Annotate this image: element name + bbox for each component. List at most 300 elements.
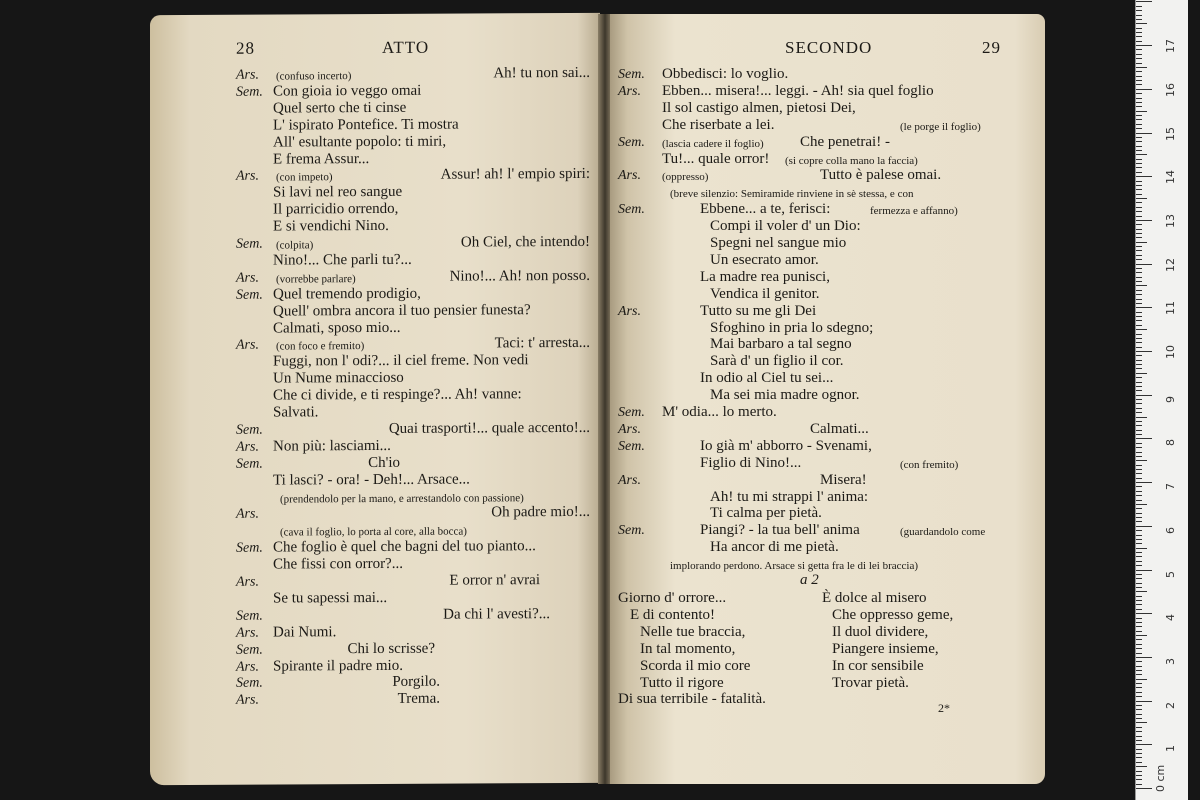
ruler-tick <box>1136 312 1142 313</box>
speaker-label: Ars. <box>236 692 259 709</box>
verse-line: Dai Numi. <box>273 623 337 641</box>
ruler-tick <box>1136 736 1142 737</box>
duet-left-line: Di sua terribile - fatalità. <box>618 691 766 708</box>
ruler-tick <box>1136 653 1142 654</box>
ruler-tick <box>1136 687 1142 688</box>
ruler-tick <box>1136 395 1152 396</box>
ruler-tick <box>1136 434 1142 435</box>
ruler-tick <box>1136 102 1142 103</box>
verse-line: In odio al Ciel tu sei... <box>700 370 834 387</box>
ruler-tick <box>1136 390 1142 391</box>
verse-line: Quel serto che ti cinse <box>273 99 407 117</box>
ruler-tick <box>1136 438 1152 439</box>
page-number-left: 28 <box>236 38 255 58</box>
ruler-tick <box>1136 430 1142 431</box>
ruler-tick <box>1136 604 1142 605</box>
ruler-tick <box>1136 342 1142 343</box>
ruler-tick <box>1136 32 1142 33</box>
speaker-label: Ars. <box>618 83 641 99</box>
ruler-tick <box>1136 364 1142 365</box>
ruler-tick <box>1136 718 1142 719</box>
ruler-tick <box>1136 255 1142 256</box>
ruler-tick <box>1136 259 1142 260</box>
verse-line: Si lavi nel reo sangue <box>273 184 403 201</box>
speaker-label: Sem. <box>618 67 645 82</box>
header-left: ATTO <box>382 37 430 57</box>
ruler-tick <box>1136 54 1142 55</box>
speaker-label: Ars. <box>236 439 259 455</box>
ruler-tick <box>1136 207 1142 208</box>
ruler-tick <box>1136 613 1152 614</box>
verse-line: Ti lasci? - ora! - Deh!... Arsace... <box>273 471 470 489</box>
ruler-tick <box>1136 285 1147 286</box>
ruler-tick <box>1136 373 1147 374</box>
ruler-tick <box>1136 775 1142 776</box>
ruler-tick <box>1136 360 1142 361</box>
ruler-tick <box>1136 749 1142 750</box>
duet-left-line: In tal momento, <box>640 640 736 657</box>
stage-direction: (cava il foglio, lo porta al core, alla bocca) <box>280 525 467 539</box>
verse-line: Che ci divide, e ti respinge?... Ah! vanne: <box>273 386 522 404</box>
stage-direction: (confuso incerto) <box>276 70 352 83</box>
ruler-tick <box>1136 635 1147 636</box>
speaker-label: Sem. <box>236 608 263 624</box>
duet-right-line: Che oppresso geme, <box>832 606 954 623</box>
ruler-tick <box>1136 176 1152 177</box>
ruler-tick <box>1136 622 1142 623</box>
verse-line: Fuggi, non l' odi?... il ciel freme. Non vedi <box>273 352 529 370</box>
ruler-tick <box>1136 740 1142 741</box>
ruler-tick <box>1136 172 1142 173</box>
speaker-label: Ars. <box>236 625 259 641</box>
ruler-tick <box>1136 447 1142 448</box>
verse-line: Che foglio è quel che bagni del tuo pianto... <box>273 538 536 556</box>
ruler-tick <box>1136 473 1142 474</box>
ruler-tick <box>1136 596 1142 597</box>
ruler-tick <box>1136 696 1142 697</box>
ruler-tick <box>1136 299 1142 300</box>
duet-right-line: È dolce al misero <box>822 590 927 606</box>
duet-left-line: Giorno d' orrore... <box>618 590 727 606</box>
verse-line: Ah! tu non sai... <box>493 64 590 82</box>
ruler-zero-label: 0 cm <box>1154 764 1167 792</box>
ruler-tick <box>1136 41 1142 42</box>
ruler-tick <box>1136 154 1147 155</box>
verse-line: Oh Ciel, che intendo! <box>460 233 590 251</box>
duet-left-line: Tutto il rigore <box>640 674 724 691</box>
speaker-label: Ars. <box>618 303 641 319</box>
ruler-number: 6 <box>1164 526 1177 534</box>
ruler-tick <box>1136 141 1142 142</box>
ruler-tick <box>1136 334 1142 335</box>
ruler-tick <box>1136 355 1142 356</box>
speaker-label: Sem. <box>618 438 645 454</box>
ruler-tick <box>1136 478 1142 479</box>
verse-line: Tutto è palese omai. <box>820 167 942 184</box>
ruler-tick <box>1136 753 1142 754</box>
ruler-tick <box>1136 495 1142 496</box>
speaker-label: Sem. <box>236 675 263 692</box>
ruler-tick <box>1136 159 1142 160</box>
ruler-tick <box>1136 19 1142 20</box>
ruler-tick <box>1136 71 1142 72</box>
verse-line: Sfoghino in pria lo sdegno; <box>710 319 874 336</box>
ruler-number: 16 <box>1164 82 1177 97</box>
ruler-tick <box>1136 386 1142 387</box>
ruler-tick <box>1136 692 1142 693</box>
ruler-tick <box>1136 49 1142 50</box>
open-book <box>150 14 1045 784</box>
duet-right-line: Trovar pietà. <box>832 674 909 691</box>
ruler-tick <box>1136 237 1142 238</box>
verse-line: Figlio di Nino!... <box>700 454 802 471</box>
speaker-label: Sem. <box>236 642 263 658</box>
ruler-tick <box>1136 268 1142 269</box>
library-stamp <box>368 718 488 759</box>
ruler-tick <box>1136 609 1142 610</box>
stage-direction: fermezza e affanno) <box>870 205 958 218</box>
ruler-tick <box>1136 784 1142 785</box>
ruler-number: 8 <box>1164 439 1177 447</box>
ruler-tick <box>1136 526 1152 527</box>
ruler-tick <box>1136 316 1142 317</box>
ruler-tick <box>1136 469 1142 470</box>
ruler-number: 10 <box>1164 345 1177 359</box>
ruler-tick <box>1136 202 1142 203</box>
stage-direction: (lascia cadere il foglio) <box>662 137 764 150</box>
speaker-label: Sem. <box>236 236 263 252</box>
ruler-tick <box>1136 722 1147 723</box>
verse-line: Se tu sapessi mai... <box>273 589 388 607</box>
ruler-tick <box>1136 167 1142 168</box>
verse-line: L' ispirato Pontefice. Ti mostra <box>273 116 459 134</box>
verse-line: Sarà d' un figlio il cor. <box>710 353 844 370</box>
ruler-tick <box>1136 683 1142 684</box>
verse-line: Un Nume minaccioso <box>273 370 404 387</box>
speaker-label: Sem. <box>618 405 645 420</box>
ruler-tick <box>1136 731 1142 732</box>
speaker-label: Sem. <box>236 540 263 556</box>
right-page <box>610 14 1045 784</box>
ruler-number: 12 <box>1164 257 1177 272</box>
ruler-tick <box>1136 587 1142 588</box>
ruler-tick <box>1136 452 1142 453</box>
verse-line: Misera! <box>820 471 867 488</box>
ruler-tick <box>1136 281 1142 282</box>
ruler-number: 17 <box>1164 39 1177 54</box>
verse-line: E si vendichi Nino. <box>273 218 389 235</box>
ruler-tick <box>1136 10 1142 11</box>
ruler-number: 7 <box>1164 483 1177 491</box>
ruler-tick <box>1136 513 1142 514</box>
ruler-tick <box>1136 460 1147 461</box>
speaker-label: Ars. <box>236 168 259 185</box>
verse-line: Nino!... Che parli tu?... <box>273 251 412 269</box>
verse-line: Spegni nel sangue mio <box>710 235 847 251</box>
ruler-number: 3 <box>1164 657 1177 665</box>
speaker-label: Sem. <box>236 84 263 100</box>
verse-line: Il sol castigo almen, pietosi Dei, <box>662 99 856 116</box>
verse-line: M' odia... lo merto. <box>662 404 777 420</box>
ruler-tick <box>1136 377 1142 378</box>
ruler-tick <box>1136 679 1147 680</box>
ruler-tick <box>1136 666 1142 667</box>
ruler-tick <box>1136 133 1152 134</box>
ruler-tick <box>1136 80 1142 81</box>
ruler-tick <box>1136 111 1147 112</box>
ruler-tick <box>1136 600 1142 601</box>
ruler-tick <box>1136 84 1142 85</box>
speaker-label: Ars. <box>236 506 259 523</box>
verse-line: Con gioia io veggo omai <box>273 82 422 100</box>
measurement-ruler <box>1135 0 1188 800</box>
ruler-tick <box>1136 290 1142 291</box>
verse-line: Ebben... misera!... leggi. - Ah! sia quel foglio <box>662 82 934 99</box>
verse-line: Tu!... quale orror! <box>662 150 770 167</box>
ruler-tick <box>1136 408 1142 409</box>
ruler-tick <box>1136 242 1147 243</box>
ruler-tick <box>1136 89 1152 90</box>
ruler-tick <box>1136 194 1142 195</box>
ruler-tick <box>1136 382 1142 383</box>
ruler-tick <box>1136 570 1152 571</box>
verse-line: Quell' ombra ancora il tuo pensier funesta? <box>273 301 531 320</box>
stage-direction: implorando perdono. Arsace si getta fra le di lei braccia) <box>670 560 919 573</box>
verse-line: Quai trasporti!... quale accento!... <box>388 419 590 437</box>
ruler-tick <box>1136 403 1142 404</box>
ruler-tick <box>1136 521 1142 522</box>
ruler-tick <box>1136 631 1142 632</box>
ruler-tick <box>1136 368 1142 369</box>
ruler-tick <box>1136 491 1142 492</box>
speaker-label: Ars. <box>236 337 259 354</box>
ruler-tick <box>1136 216 1142 217</box>
ruler-tick <box>1136 657 1152 658</box>
header-right: SECONDO <box>785 38 873 57</box>
ruler-tick <box>1136 185 1142 186</box>
ruler-tick <box>1136 762 1142 763</box>
ruler-tick <box>1136 565 1142 566</box>
ruler-tick <box>1136 106 1142 107</box>
left-page <box>150 13 600 785</box>
ruler-tick <box>1136 98 1142 99</box>
ruler-tick <box>1136 591 1147 592</box>
ruler-tick <box>1136 779 1142 780</box>
verse-line: Assur! ah! l' empio spiri: <box>440 166 590 184</box>
ruler-tick <box>1136 578 1142 579</box>
ruler-tick <box>1136 766 1147 767</box>
ruler-tick <box>1136 28 1142 29</box>
duet-marker: a 2 <box>800 572 819 588</box>
ruler-tick <box>1136 771 1142 772</box>
verse-line: Ma sei mia madre ognor. <box>710 387 860 404</box>
ruler-number: 1 <box>1164 745 1177 753</box>
ruler-tick <box>1136 329 1147 330</box>
verse-line: Calmati, sposo mio... <box>273 319 401 337</box>
stage-direction: (prendendolo per la mano, e arrestandolo con passione) <box>280 491 524 505</box>
ruler-tick <box>1136 456 1142 457</box>
verse-line: Ah! tu mi strappi l' anima: <box>710 488 869 505</box>
speaker-label: Sem. <box>618 134 645 150</box>
ruler-number: 15 <box>1164 126 1177 141</box>
ruler-tick <box>1136 788 1152 789</box>
speaker-label: Sem. <box>618 202 645 218</box>
ruler-tick <box>1136 618 1142 619</box>
ruler-tick <box>1136 504 1147 505</box>
ruler-tick <box>1136 626 1142 627</box>
ruler-tick <box>1136 417 1147 418</box>
ruler-tick <box>1136 15 1142 16</box>
verse-line: Trema. <box>397 690 440 708</box>
ruler-tick <box>1136 220 1152 221</box>
verse-line: Nino!... Ah! non posso. <box>449 267 590 285</box>
ruler-number: 9 <box>1164 395 1177 403</box>
ruler-tick <box>1136 347 1142 348</box>
ruler-tick <box>1136 639 1142 640</box>
verse-line: All' esultante popolo: ti miri, <box>273 133 447 151</box>
ruler-tick <box>1136 412 1142 413</box>
speaker-label: Ars. <box>236 67 259 83</box>
ruler-tick <box>1136 757 1142 758</box>
ruler-tick <box>1136 303 1142 304</box>
ruler-tick <box>1136 137 1142 138</box>
ruler-tick <box>1136 465 1142 466</box>
verse-line: Ha ancor di me pietà. <box>710 539 839 556</box>
ruler-tick <box>1136 338 1142 339</box>
ruler-tick <box>1136 539 1142 540</box>
duet-left-line: Nelle tue braccia, <box>640 623 746 640</box>
verse-line: Tutto su me gli Dei <box>700 302 817 319</box>
ruler-tick <box>1136 189 1142 190</box>
ruler-tick <box>1136 744 1152 745</box>
duet-left-line: Scorda il mio core <box>640 657 751 674</box>
verse-line: Obbedisci: lo voglio. <box>662 66 789 82</box>
verse-line: La madre rea punisci, <box>700 268 830 285</box>
verse-line: E orror n' avrai <box>449 572 540 589</box>
ruler-tick <box>1136 648 1142 649</box>
ruler-tick <box>1136 119 1142 120</box>
ruler-tick <box>1136 307 1152 308</box>
speaker-label: Ars. <box>618 168 641 184</box>
ruler-tick <box>1136 727 1142 728</box>
ruler-tick <box>1136 146 1142 147</box>
ruler-tick <box>1136 443 1142 444</box>
ruler-tick <box>1136 163 1142 164</box>
verse-line: Spirante il padre mio. <box>273 657 403 675</box>
speaker-label: Ars. <box>236 270 259 286</box>
ruler-tick <box>1136 198 1147 199</box>
ruler-tick <box>1136 530 1142 531</box>
verse-line: Da chi l' avesti?... <box>443 605 550 623</box>
ruler-tick <box>1136 425 1142 426</box>
verse-line: Piangi? - la tua bell' anima <box>700 522 860 539</box>
verse-line: Ch'io <box>368 454 400 471</box>
ruler-tick <box>1136 45 1152 46</box>
page-signature: 2* <box>938 701 950 715</box>
ruler-tick <box>1136 351 1152 352</box>
ruler-tick <box>1136 272 1142 273</box>
verse-line: Che fissi con orror?... <box>273 555 403 573</box>
verse-line: Quel tremendo prodigio, <box>273 285 421 303</box>
ruler-tick <box>1136 709 1142 710</box>
ruler-number: 11 <box>1164 301 1177 316</box>
ruler-tick <box>1136 211 1142 212</box>
ruler-tick <box>1136 644 1142 645</box>
ruler-tick <box>1136 181 1142 182</box>
ruler-tick <box>1136 508 1142 509</box>
ruler-tick <box>1136 705 1142 706</box>
speaker-label: Ars. <box>236 574 259 590</box>
ruler-tick <box>1136 486 1142 487</box>
speaker-label: Sem. <box>618 523 645 539</box>
stage-direction: (con foco e fremito) <box>276 340 365 353</box>
speaker-label: Ars. <box>236 659 259 675</box>
speaker-label: Ars. <box>618 421 641 437</box>
verse-line: Taci: t' arresta... <box>494 335 590 352</box>
verse-line: Io già m' abborro - Svenami, <box>700 437 872 454</box>
ruler-tick <box>1136 264 1152 265</box>
ruler-tick <box>1136 399 1142 400</box>
stage-direction: (con fremito) <box>900 458 959 471</box>
ruler-tick <box>1136 670 1142 671</box>
ruler-number: 13 <box>1164 213 1177 228</box>
stage-direction: (oppresso) <box>662 171 709 184</box>
ruler-tick <box>1136 701 1152 702</box>
ruler-tick <box>1136 556 1142 557</box>
ruler-tick <box>1136 661 1142 662</box>
ruler-tick <box>1136 224 1142 225</box>
ruler-tick <box>1136 714 1142 715</box>
duet-right-line: Piangere insieme, <box>832 640 939 657</box>
ruler-tick <box>1136 294 1142 295</box>
stage-direction: (le porge il foglio) <box>900 120 981 133</box>
verse-line: Ebbene... a te, ferisci: <box>700 201 831 218</box>
ruler-tick <box>1136 124 1142 125</box>
verse-line: Un esecrato amor. <box>710 251 819 268</box>
page-number-right: 29 <box>982 38 1001 57</box>
verse-line: Non più: lasciami... <box>273 437 391 455</box>
stage-direction: (con impeto) <box>276 171 333 184</box>
ruler-tick <box>1136 552 1142 553</box>
ruler-tick <box>1136 23 1147 24</box>
speaker-label: Sem. <box>236 287 263 303</box>
ruler-number: 5 <box>1164 570 1177 578</box>
ruler-tick <box>1136 674 1142 675</box>
verse-line: Porgilo. <box>392 674 440 691</box>
verse-line: Ti calma per pietà. <box>710 505 822 522</box>
stage-direction: (vorrebbe parlare) <box>276 272 356 286</box>
ruler-tick <box>1136 233 1142 234</box>
ruler-tick <box>1136 150 1142 151</box>
ruler-tick <box>1136 128 1142 129</box>
ruler-number: 14 <box>1164 170 1177 185</box>
ruler-tick <box>1136 517 1142 518</box>
ruler-tick <box>1136 1 1152 2</box>
duet-right-line: Il duol dividere, <box>832 623 929 640</box>
ruler-tick <box>1136 500 1142 501</box>
ruler-tick <box>1136 76 1142 77</box>
ruler-tick <box>1136 246 1142 247</box>
ruler-tick <box>1136 36 1142 37</box>
verse-line: Oh padre mio!... <box>491 504 590 521</box>
stage-direction: (colpita) <box>276 239 314 252</box>
speaker-label: Sem. <box>236 456 263 472</box>
ruler-tick <box>1136 543 1142 544</box>
verse-line: Che riserbate a lei. <box>662 116 775 133</box>
ruler-tick <box>1136 325 1142 326</box>
ruler-tick <box>1136 421 1142 422</box>
ruler-tick <box>1136 67 1147 68</box>
